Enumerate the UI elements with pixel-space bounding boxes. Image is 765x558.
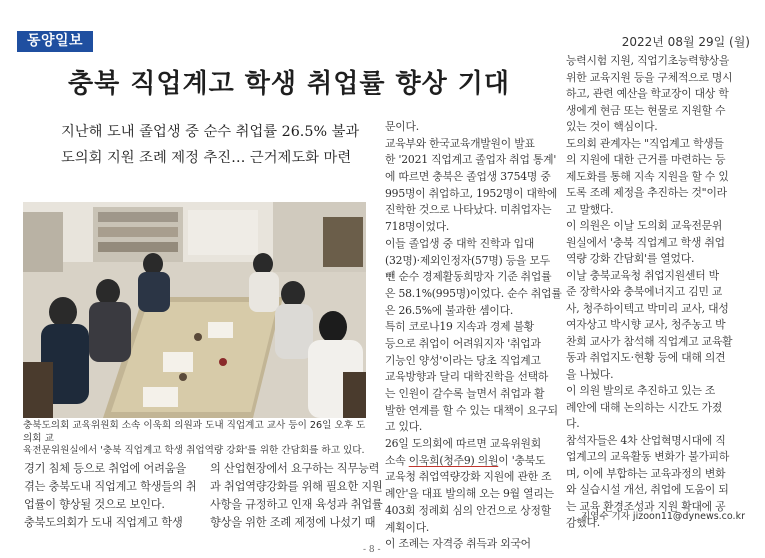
text-line: 충북도의회가 도내 직업계고 학생 <box>24 516 183 530</box>
text-line: 동과 취업지도·현황 등에 대해 의견 <box>566 351 726 364</box>
text-line: 등으로 취업이 어려워지자 '취업과 <box>385 336 541 350</box>
text-line: 례안'을 대표 발의해 오는 9월 열리는 <box>385 487 554 501</box>
publication-logo: 동양일보 <box>17 31 93 52</box>
text-line: 참석자들은 4차 산업혁명시대에 직 <box>566 433 726 447</box>
text-line: 의 산업현장에서 요구하는 직무능력 <box>210 462 380 475</box>
text-line: 경기 침체 등으로 취업에 어려움을 <box>24 462 186 475</box>
text-line: 뺀 순수 경제활동희망자 기준 취업률 <box>385 270 552 284</box>
text-line: 교육부와 한국교육개발원이 발표 <box>385 136 535 150</box>
text-line: 사, 청주하이텍고 박미리 교사, 대성 <box>566 301 729 315</box>
body-column-b <box>210 460 383 532</box>
body-column-d <box>566 53 732 532</box>
body-column-a <box>24 460 197 532</box>
text-line: 문이다. <box>385 120 419 133</box>
text-line: 여자상고 박시향 교사, 청주농고 박 <box>566 318 726 331</box>
text-line: 이들 졸업생 중 대학 진학과 입대 <box>385 236 535 250</box>
text-line: 사항을 규정하고 인재 육성과 취업률 <box>210 498 383 512</box>
text-line: 이날 충북교육청 취업지원센터 박 <box>566 268 719 282</box>
text-line: 995명이 취업하고, 1952명이 대학에 <box>385 186 558 200</box>
text-line: 과 취업역량강화를 위해 필요한 지원 <box>210 480 383 494</box>
article-photo <box>23 202 366 418</box>
subheadline-1: 지난해 도내 졸업생 중 순수 취업률 26.5% 불과 <box>61 124 360 140</box>
text-line: 준 장학사와 충북에너지고 김민 교 <box>566 285 723 298</box>
text-line: 계획이다. <box>385 520 430 534</box>
text-line: 다. <box>566 417 580 430</box>
text-line: 한 '2021 직업계고 졸업자 취업 통계' <box>385 153 557 167</box>
text-line: 고 있다. <box>385 420 423 434</box>
text-line: 26일 도의회에 따르면 교육위원회 <box>385 437 542 451</box>
text-line: 향상을 위한 조례 제정에 나섰기 때 <box>210 516 376 530</box>
body-column-c <box>385 119 562 553</box>
text-line: 발한 연계를 할 수 있는 대책이 요구되 <box>385 403 558 417</box>
text-line: 이 의원 발의로 추진하고 있는 조 <box>566 384 716 397</box>
text-line: 도록 조례 제정을 추진하는 것"이라 <box>566 186 727 199</box>
underlined-phrase: 이욱희(청주9) 의원 <box>408 453 499 467</box>
text-line: 업률이 향상될 것으로 보인다. <box>24 498 165 512</box>
text-line: 업계고의 교육활동 변화가 불가피하 <box>566 450 730 463</box>
text-line: 교육청 취업역량강화 지원에 관한 조 <box>385 470 552 484</box>
text-line: 은 58.1%(995명)이었다. 순수 취업률 <box>385 286 562 300</box>
text-line: 은 26.5%에 불과한 셈이다. <box>385 303 514 317</box>
text-line: 감했다. <box>566 516 600 529</box>
text-line: 제도화를 통해 지속 지원을 할 수 있 <box>566 169 729 183</box>
issue-date: 2022년 08월 29일 (월) <box>621 35 750 49</box>
subheadline-2: 도의회 지원 조례 제정 추진… 근거제도화 마련 <box>61 150 352 166</box>
text-line: 와 실습시설 개선, 취업에 도움이 되 <box>566 483 729 496</box>
text-line: 역량 강화 간담회'를 열었다. <box>566 252 695 265</box>
text-line: 생에게 현금 또는 현물로 지원할 수 <box>566 103 726 117</box>
photo-caption <box>23 420 368 458</box>
byline: 지영수 기자 jizoon11@dynews.co.kr <box>581 511 745 522</box>
text-line: 기능인 양성'이라는 당초 직업계고 <box>385 353 541 367</box>
text-line: 이 조례는 자격증 취득과 외국어 <box>385 537 531 551</box>
text-line: (32명)·제외인정자(57명) 등을 모두 <box>385 253 550 267</box>
text-line: 특히 코로나19 지속과 경제 불황 <box>385 320 535 334</box>
text-line: 는 인원이 갈수록 늘면서 취업과 활 <box>385 387 545 400</box>
text-line: 도의회 관계자는 "직업계고 학생들 <box>566 136 724 150</box>
text-line: 원실에서 '충북 직업계고 학생 취업 <box>566 235 725 249</box>
text-line: 찬희 교사가 참석해 직업계고 교육활 <box>566 334 733 348</box>
text-line: 교육방향과 달리 대학진학을 선택하 <box>385 370 549 384</box>
text-line: 의 지원에 대한 근거를 마련하는 등 <box>566 153 726 166</box>
text-line: 을 나눴다. <box>566 367 614 381</box>
caption-line: 육전문위원실에서 '충북 직업계고 학생 취업역량 강화'를 위한 간담회를 하고 있다. <box>23 445 365 456</box>
text-line: 겪는 충북도내 직업계고 학생들의 취 <box>24 480 197 494</box>
text-line: 위한 교육지원 등을 구체적으로 명시 <box>566 70 733 84</box>
text-line: 례안에 대해 논의하는 시간도 가졌 <box>566 400 723 414</box>
text-line-underlined: 소속 이욱희(청주9) 의원이 '충북도 <box>385 453 546 467</box>
text-line: 능력시험 지원, 직업기초능력향상을 <box>566 54 730 67</box>
text-line: 718명이었다. <box>385 220 450 234</box>
headline: 충북 직업계고 학생 취업률 향상 기대 <box>68 69 510 99</box>
caption-line: 충북도의회 교육위원회 소속 이욱희 의원과 도내 직업계고 교사 등이 26일 오후 도의회 교 <box>23 420 366 444</box>
text-line: 이 의원은 이날 도의회 교육전문위 <box>566 219 723 232</box>
text-line: 진학한 것으로 나타났다. 미취업자는 <box>385 203 552 217</box>
text-line: 하고, 관련 예산을 학교장이 대상 학 <box>566 87 729 100</box>
text-line: 는 교육 환경조성과 지원 확대에 공 <box>566 499 726 513</box>
text-line: 며, 이에 부합하는 교육과정의 변화 <box>566 466 726 480</box>
page-number: - 8 - <box>363 545 381 555</box>
text-line: 에 따르면 충북은 졸업생 3754명 중 <box>385 170 551 184</box>
text-line: 고 말했다. <box>566 202 614 216</box>
text-line: 403회 정례회 심의 안건으로 상정할 <box>385 503 551 517</box>
text-line: 있는 것이 핵심이다. <box>566 120 658 133</box>
